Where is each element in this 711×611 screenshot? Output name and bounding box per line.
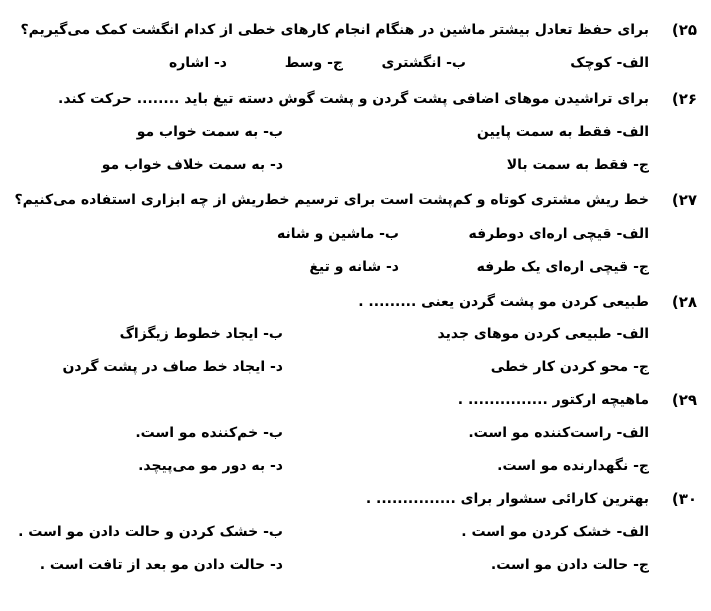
option-c: ج- فقط به سمت بالا (506, 157, 649, 173)
question-text: برای تراشیدن موهای اضافی پشت گردن و پشت گوش دسته تیغ باید ........ حرکت کند. (58, 91, 649, 107)
option-c: ج- قیچی اره‌ای یک طرفه (476, 259, 649, 275)
question-number: ۲۵) (671, 21, 697, 39)
option-a: الف- کوچک (570, 55, 649, 71)
question-text: خط ریش مشتری کوتاه و کم‌پشت است برای ترسیم خط‌ریش از چه ابزاری استفاده می‌کنیم؟ (14, 192, 649, 208)
option-b: ب- به سمت خواب مو (136, 124, 283, 140)
option-a: الف- خشک کردن مو است . (461, 524, 649, 540)
question-text: برای حفظ تعادل بیشتر ماشین در هنگام انجام کارهای خطی از کدام انگشت کمک می‌گیریم؟ (20, 22, 649, 38)
option-d: د- ایجاد خط صاف در پشت گردن (62, 359, 283, 375)
option-b: ب- ایجاد خطوط زیگزاگ (119, 326, 283, 342)
option-c: ج- وسط (284, 55, 343, 71)
question-text: بهترین کارائی سشوار برای ............... . (365, 491, 649, 507)
option-d: د- شانه و تیغ (309, 259, 399, 275)
option-d: د- به سمت خلاف خواب مو (101, 157, 283, 173)
option-d: د- اشاره (168, 55, 227, 71)
option-a: الف- فقط به سمت پایین (476, 124, 649, 140)
question-number: ۳۰) (671, 490, 697, 508)
option-b: ب- خشک کردن و حالت دادن مو است . (18, 524, 283, 540)
option-d: د- به دور مو می‌پیچد. (138, 458, 283, 474)
option-a: الف- قیچی اره‌ای دوطرفه (468, 226, 649, 242)
question-text: ماهیچه ارکتور ............... . (457, 392, 649, 408)
question-number: ۲۹) (671, 391, 697, 409)
option-b: ب- انگشتری (381, 55, 466, 71)
option-c: ج- حالت دادن مو است. (490, 557, 649, 573)
question-text: طبیعی کردن مو پشت گردن یعنی ......... . (358, 294, 649, 310)
option-b: ب- ماشین و شانه (277, 226, 399, 242)
option-c: ج- محو کردن کار خطی (490, 359, 649, 375)
option-a: الف- طبیعی کردن موهای جدید (437, 326, 649, 342)
question-number: ۲۸) (671, 293, 697, 311)
option-c: ج- نگهدارنده مو است. (497, 458, 649, 474)
option-a: الف- راست‌کننده مو است. (468, 425, 649, 441)
question-number: ۲۷) (671, 191, 697, 209)
question-number: ۲۶) (671, 90, 697, 108)
option-d: د- حالت دادن مو بعد از تافت است . (39, 557, 283, 573)
option-b: ب- خم‌کننده مو است. (135, 425, 283, 441)
